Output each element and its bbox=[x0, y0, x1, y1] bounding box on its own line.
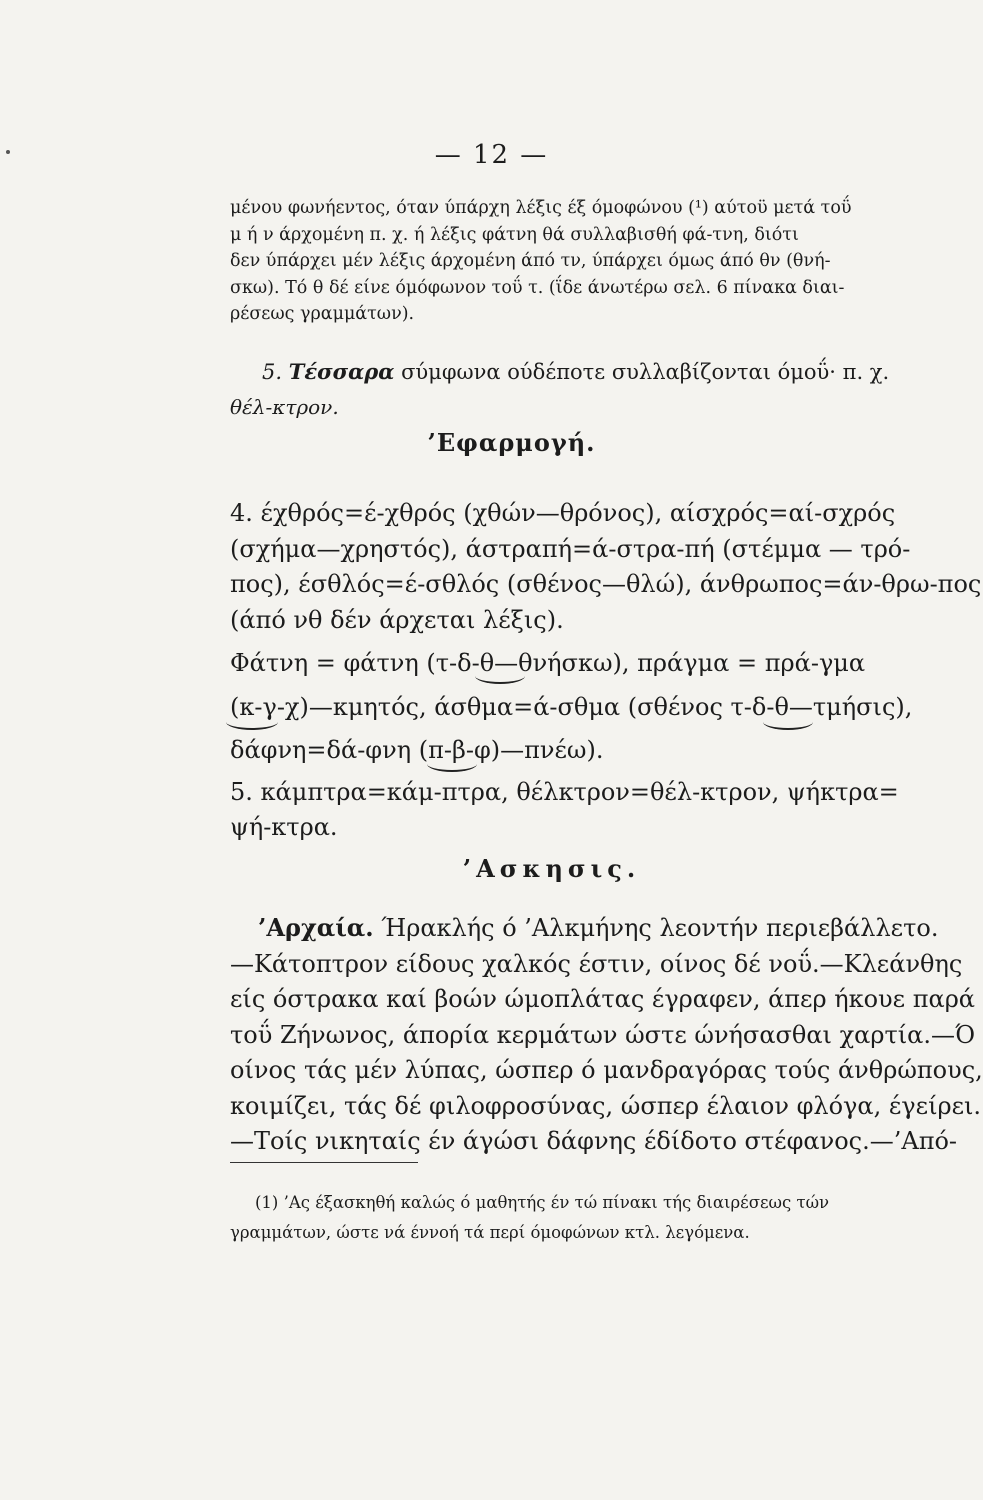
exercises-label: ’Αρχαία. bbox=[258, 913, 374, 942]
ligature-arc bbox=[763, 714, 813, 730]
intro-line: μένου φωνήεντος, όταν ύπάρχη λέξις έξ όμοφώνου (¹) αύτοϋ μετά τοΰ bbox=[230, 198, 852, 218]
footnote-continued bbox=[230, 1220, 933, 1246]
ligature-arc bbox=[475, 668, 525, 684]
application-line: πος), έσθλός=έ-σθλός (σθένος—θλώ), άνθρωπος=άν-θρω-πος bbox=[230, 570, 982, 598]
exercises-line: —Κάτοπτρον είδους χαλκός έστιν, οίνος δέ νοΰ.—Κλεάνθης bbox=[230, 949, 963, 978]
intro-line: μ ή ν άρχομένη π. χ. ή λέξις φάτνη θά συλλαβισθή φά-τνη, διότι bbox=[230, 224, 799, 245]
section-heading-exercises: ’Ασκησις. bbox=[462, 854, 641, 883]
rule-text: σύμφωνα ούδέποτε συλλαβίζονται όμοΰ· π. χ. bbox=[401, 360, 890, 384]
footnote-rule bbox=[230, 1162, 418, 1163]
exercises-line: τοΰ Ζήνωνος, άπορία κερμάτων ώστε ώνήσασθαι χαρτία.—Ό bbox=[230, 1020, 976, 1049]
exercises-line: οίνος τάς μέν λύπας, ώσπερ ό μανδραγόρας τούς άνθρώπους, bbox=[230, 1056, 983, 1084]
footnote-line: γραμμάτων, ώστε νά έννοή τά περί όμοφώνων κτλ. λεγόμενα. bbox=[230, 1223, 750, 1242]
page-number: — 12 — bbox=[434, 140, 549, 170]
application-line: 5. κάμπτρα=κάμ-πτρα, θέλκτρον=θέλ-κτρον, ψήκτρα= bbox=[230, 777, 899, 806]
application-line: 4. έχθρός=έ-χθρός (χθών—θρόνος), αίσχρός=αί-σχρός bbox=[230, 499, 896, 527]
exercises-line: Ήρακλής ό ’Αλκμήνης λεοντήν περιεβάλλετο. bbox=[381, 914, 939, 942]
application-line: (άπό νθ δέν άρχεται λέξις). bbox=[230, 605, 564, 634]
application-line: Φάτνη = φάτνη (τ-δ-θ—θνήσκω), πράγμα = πρά-γμα bbox=[230, 649, 866, 677]
intro-line: δεν ύπάρχει μέν λέξις άρχομένη άπό τν, ύπάρχει όμως άπό θν (θνή- bbox=[230, 251, 831, 271]
section-heading-application: ’Εφαρμογή. bbox=[427, 428, 596, 457]
exercises-line: κοιμίζει, τάς δέ φιλοφροσύνας, ώσπερ έλαιον φλόγα, έγείρει. bbox=[230, 1091, 982, 1120]
rule-number: 5. bbox=[262, 360, 283, 384]
application-paragraph bbox=[230, 496, 982, 846]
footnote-line: (1) ’Ας έξασκηθή καλώς ό μαθητής έν τώ πίνακι τής διαιρέσεως τών bbox=[255, 1193, 830, 1212]
rule-example-word: θέλ-κτρον. bbox=[230, 395, 339, 419]
exercises-line: —Τοίς νικηταίς έν άγώσι δάφνης έδίδοτο στέφανος.—’Από- bbox=[230, 1127, 958, 1155]
exercises-paragraph bbox=[230, 910, 983, 1160]
footnote bbox=[255, 1190, 945, 1216]
ligature-arc bbox=[427, 756, 477, 772]
ligature-arc bbox=[226, 714, 278, 730]
application-line: (κ-γ-χ)—κμητός, άσθμα=ά-σθμα (σθένος τ-δ-θ—τμήσις), bbox=[230, 692, 913, 721]
rule-5-example bbox=[230, 392, 933, 422]
intro-line: σκω). Τό θ δέ είνε όμόφωνον τοΰ τ. (ΐδε άνωτέρω σελ. 6 πίνακα διαι- bbox=[230, 277, 845, 298]
application-line: ψή-κτρα. bbox=[230, 813, 338, 841]
application-line: δάφνη=δά-φνη (π-β-φ)—πνέω). bbox=[230, 736, 604, 764]
exercises-first-line bbox=[230, 910, 945, 947]
intro-line: ρέσεως γραμμάτων). bbox=[230, 304, 415, 324]
rule-keyword: Τέσσαρα bbox=[288, 359, 395, 384]
exercises-line: είς όστρακα καί βοών ώμοπλάτας έγραφεν, άπερ ήκουε παρά bbox=[230, 985, 976, 1013]
rule-5-paragraph bbox=[262, 356, 942, 388]
application-line: (σχήμα—χρηστός), άστραπή=ά-στρα-πή (στέμμα — τρό- bbox=[230, 534, 911, 563]
intro-paragraph bbox=[230, 195, 933, 328]
